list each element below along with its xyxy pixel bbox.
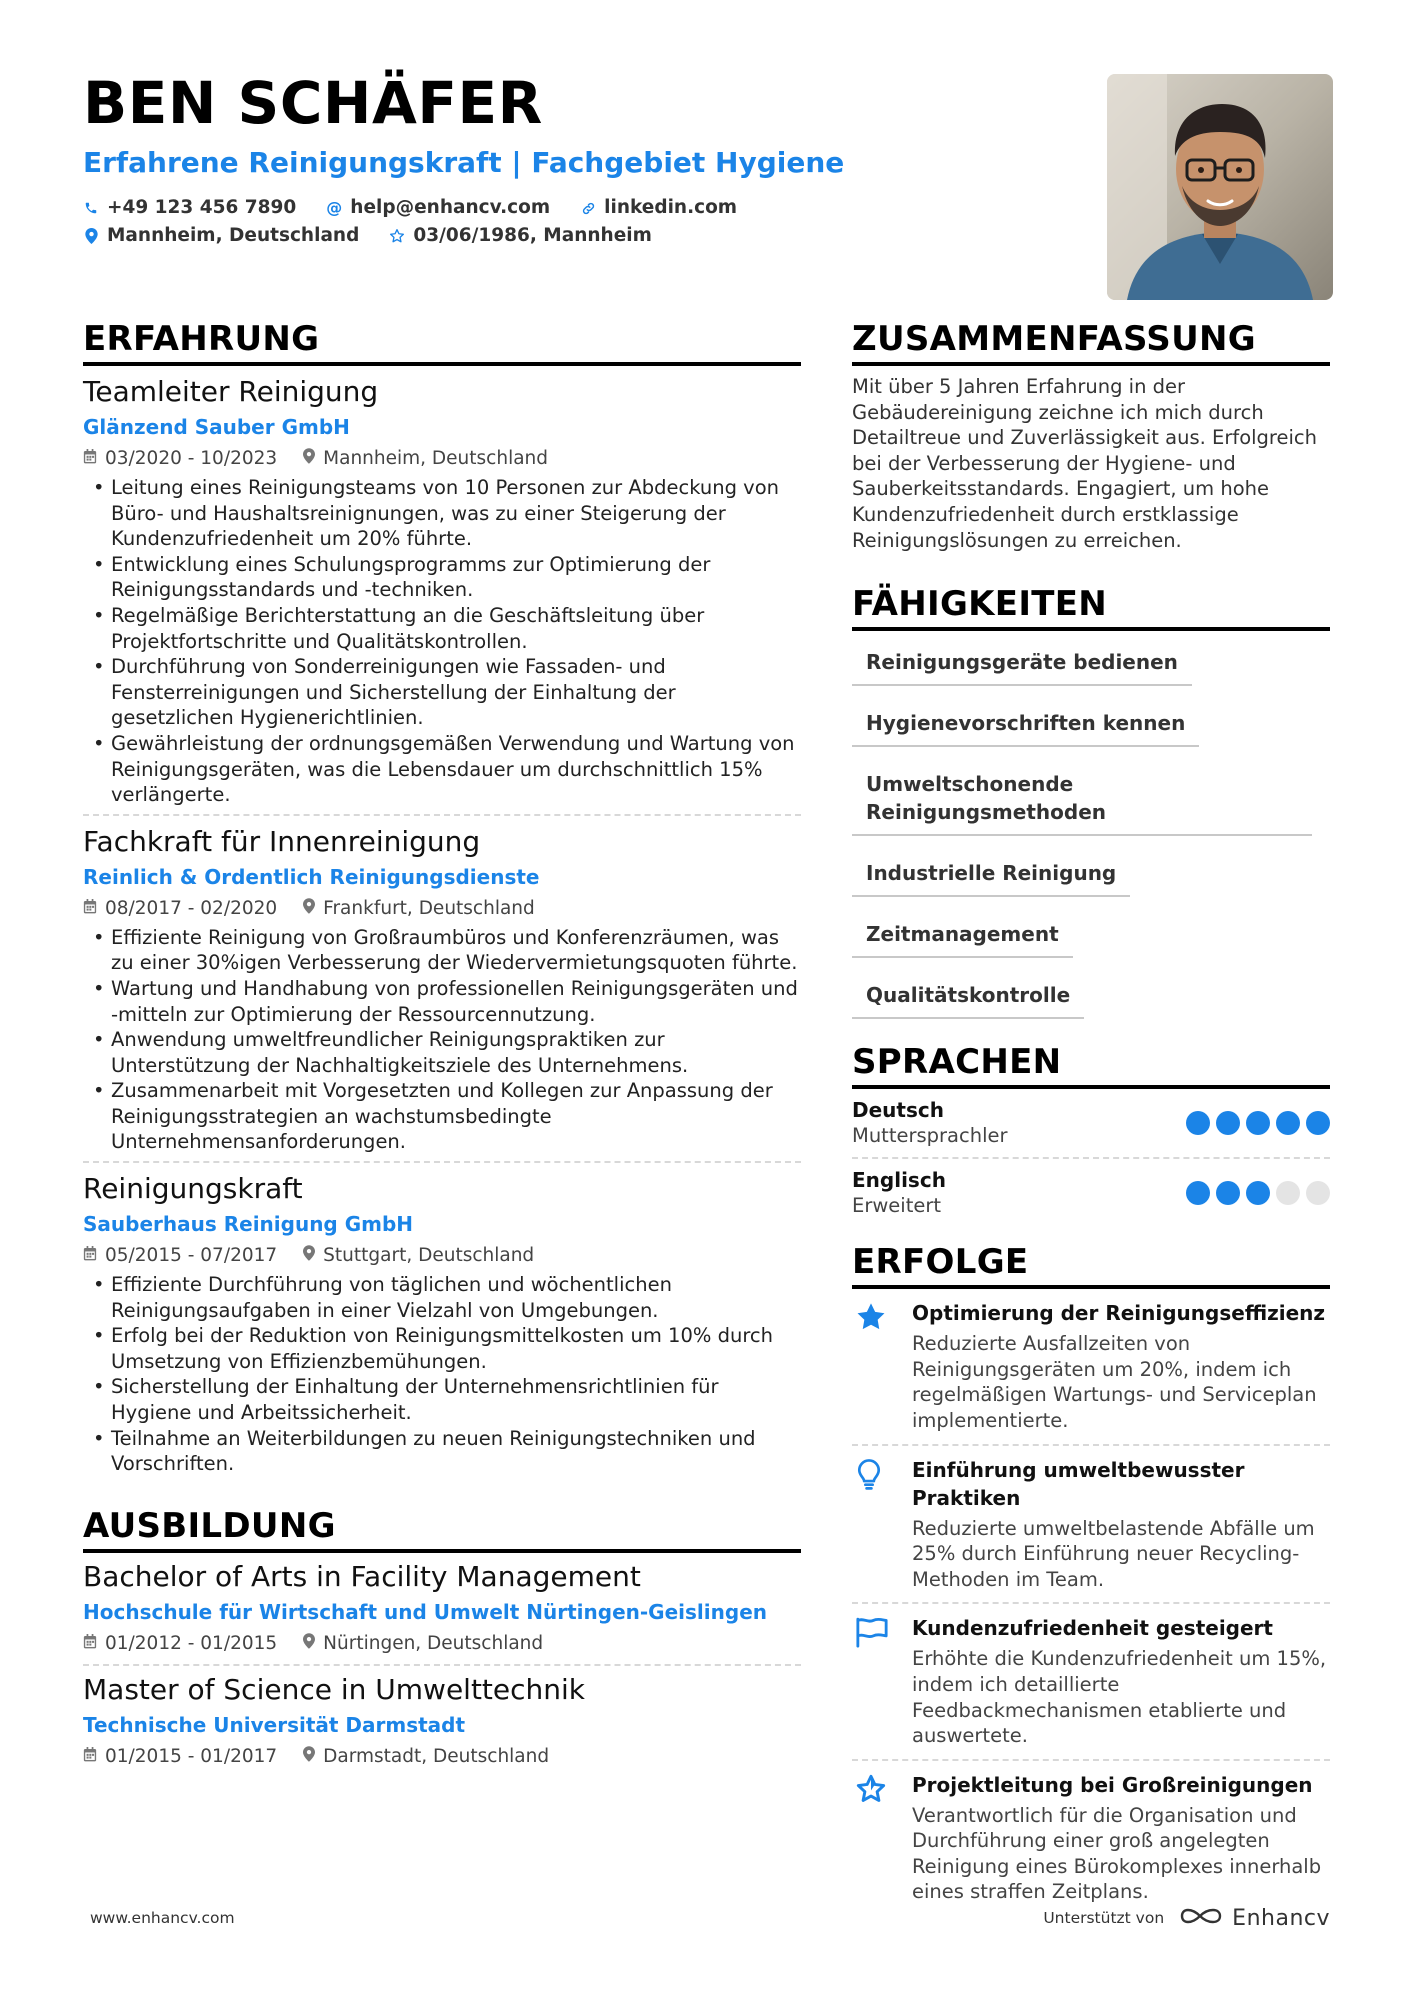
skill-tag: Industrielle Reinigung (852, 856, 1130, 897)
rating-dot (1276, 1111, 1300, 1135)
date-range (83, 445, 277, 473)
date-text: 01/2012 - 01/2015 (105, 1632, 278, 1654)
date-range (83, 1630, 277, 1658)
job-title: Teamleiter Reinigung (83, 375, 379, 408)
powered-by-text: Unterstützt von (1043, 1909, 1165, 1927)
achievement-text: Erhöhte die Kundenzufriedenheit um 15%, indem ich detaillierte Feedbackmechanismen etablierte und auswertete. (912, 1647, 1327, 1748)
experience-bullet: • Erfolg bei der Reduktion von Reinigungsmittelkosten um 10% durch Umsetzung von Effizienzbemühungen. (83, 1323, 801, 1374)
map-pin-icon (83, 228, 99, 244)
experience-bullet: • Wartung und Handhabung von professionellen Reinigungsgeräten und -mitteln zur Optimierung der Ressourcennutzung. (83, 976, 801, 1027)
candidate-headline: Erfahrene Reinigungskraft | Fachgebiet Hygiene (83, 146, 845, 179)
phone-icon (83, 201, 99, 215)
meta-row (83, 1242, 801, 1270)
entry-location (303, 1743, 549, 1771)
date-text: 01/2015 - 01/2017 (105, 1745, 278, 1767)
entry-location (303, 1630, 543, 1658)
achievement-title: Optimierung der Reinigungseffizienz (912, 1301, 1326, 1326)
rating-dot (1216, 1111, 1240, 1135)
experience-bullet: • Zusammenarbeit mit Vorgesetzten und Kollegen zur Anpassung der Reinigungsstrategien an wachstumsbedingte Unternehmensanforderungen. (83, 1078, 801, 1155)
experience-entry (83, 366, 801, 816)
education-entry (83, 1666, 801, 1777)
date-text: 03/2020 - 10/2023 (105, 448, 278, 469)
experience-bullet: • Sicherstellung der Einhaltung der Unternehmensrichtlinien für Hygiene und Arbeitssicherheit. (83, 1374, 801, 1425)
experience-bullets (83, 925, 801, 1155)
experience-bullet: • Teilnahme an Weiterbildungen zu neuen Reinigungstechniken und Vorschriften. (83, 1426, 801, 1477)
map-pin-icon (303, 445, 315, 473)
calendar-icon (83, 895, 97, 923)
languages-title: SPRACHEN (852, 1041, 1330, 1089)
company-name: Glänzend Sauber GmbH (83, 415, 350, 439)
star-icon (852, 1299, 912, 1433)
date-text: 05/2015 - 07/2017 (105, 1245, 278, 1267)
contact-info (83, 194, 1043, 250)
experience-title: ERFAHRUNG (83, 318, 801, 366)
skills-list (852, 645, 1330, 1039)
achievement-title: Kundenzufriedenheit gesteigert (912, 1616, 1273, 1641)
lightbulb-icon (852, 1456, 912, 1593)
calendar-icon (83, 1242, 97, 1270)
rating-dot (1246, 1111, 1270, 1135)
experience-bullets (83, 1272, 801, 1477)
rating-dot (1186, 1181, 1210, 1205)
language-entry (852, 1159, 1330, 1227)
achievement-text: Reduzierte Ausfallzeiten von Reinigungsgeräten um 20%, indem ich regelmäßigen Wartungs- und Serviceplan implementierte. (912, 1332, 1317, 1432)
skill-tag: Hygienevorschriften kennen (852, 706, 1199, 747)
meta-row (83, 1630, 801, 1658)
experience-bullet: • Effiziente Durchführung von täglichen und wöchentlichen Reinigungsaufgaben in einer Vielzahl von Umgebungen. (83, 1272, 801, 1323)
summary-title: ZUSAMMENFASSUNG (852, 318, 1330, 366)
education-entry (83, 1553, 801, 1666)
birth-text: 03/06/1986, Mannheim (413, 225, 652, 246)
email-text: help@enhancv.com (350, 197, 551, 218)
map-pin-icon (303, 895, 315, 923)
language-rating (1180, 1181, 1330, 1205)
left-column (83, 318, 801, 1777)
right-column (852, 318, 1330, 1915)
skill-tag: Zeitmanagement (852, 917, 1073, 958)
company-name: Reinlich & Ordentlich Reinigungsdienste (83, 864, 540, 889)
contact-email[interactable] (326, 194, 550, 222)
experience-bullet: • Durchführung von Sonderreinigungen wie Fassaden- und Fensterreinigungen und Sicherstellung der Einhaltung der gesetzlichen Hygienerichtlinien. (83, 654, 801, 731)
school-name: Technische Universität Darmstadt (83, 1712, 466, 1737)
location-text: Mannheim, Deutschland (107, 225, 360, 246)
link-icon (580, 201, 596, 216)
achievement-entry (852, 1604, 1330, 1760)
language-rating (1180, 1111, 1330, 1135)
calendar-icon (83, 445, 97, 473)
entry-location (303, 1242, 534, 1270)
brand-name: Enhancv (1232, 1905, 1330, 1931)
meta-row (83, 1743, 801, 1771)
skill-tag: Qualitätskontrolle (852, 978, 1084, 1019)
achievements-title: ERFOLGE (852, 1241, 1330, 1289)
star-outline-icon (852, 1771, 912, 1905)
location-text: Stuttgart, Deutschland (323, 1245, 535, 1267)
summary-text: Mit über 5 Jahren Erfahrung in der Gebäudereinigung zeichne ich mich durch Detailtreue und Zuverlässigkeit aus. Erfolgreich bei der Verbesserung der Hygiene- und Sauberkeitsstandards. Engagiert, um hohe Kundenzufriedenheit durch erstklassige Reinigungslösungen zu erreichen. (852, 375, 1318, 552)
location-text: Mannheim, Deutschland (323, 448, 549, 469)
rating-dot (1246, 1181, 1270, 1205)
linkedin-text: linkedin.com (604, 197, 738, 218)
experience-bullet: • Entwicklung eines Schulungsprogramms zur Optimierung der Reinigungsstandards und -techniken. (83, 552, 801, 603)
experience-bullet: • Regelmäßige Berichterstattung an die Geschäftsleitung über Projektfortschritte und Qualitätskontrollen. (83, 603, 801, 654)
contact-birth (389, 222, 652, 250)
company-name: Sauberhaus Reinigung GmbH (83, 1212, 414, 1237)
contact-location (83, 222, 359, 250)
achievement-entry (852, 1761, 1330, 1915)
experience-entry (83, 816, 801, 1163)
experience-bullets (83, 475, 801, 808)
degree-title: Master of Science in Umwelttechnik (83, 1672, 586, 1706)
flag-icon (852, 1614, 912, 1748)
resume-header (83, 68, 1083, 250)
achievement-title: Einführung umweltbewusster Praktiken (912, 1457, 1245, 1510)
achievements-list (852, 1289, 1330, 1915)
contact-phone (83, 194, 296, 222)
achievement-text: Verantwortlich für die Organisation und Durchführung einer groß angelegten Reinigung eines Bürokomplexes innerhalb eines straffen Zeitplans. (912, 1803, 1322, 1904)
achievement-entry (852, 1446, 1330, 1605)
location-text: Frankfurt, Deutschland (323, 897, 535, 919)
meta-row (83, 445, 801, 473)
experience-bullet: • Anwendung umweltfreundlicher Reinigungspraktiken zur Unterstützung der Nachhaltigkeitsziele des Unternehmens. (83, 1027, 801, 1078)
map-pin-icon (303, 1743, 315, 1771)
location-text: Nürtingen, Deutschland (323, 1632, 544, 1654)
profile-photo (1107, 74, 1333, 300)
job-title: Fachkraft für Innenreinigung (83, 824, 481, 858)
achievement-title: Projektleitung bei Großreinigungen (912, 1772, 1313, 1797)
experience-bullet: • Effiziente Reinigung von Großraumbüros und Konferenzräumen, was zu einer 30%igen Verbesserung der Wiedervermietungsquoten führte. (83, 925, 801, 976)
phone-text: +49 123 456 7890 (107, 197, 297, 218)
achievement-text: Reduzierte umweltbelastende Abfälle um 25% durch Einführung neuer Recycling-Methoden im Team. (912, 1516, 1315, 1591)
language-entry (852, 1089, 1330, 1159)
enhancv-logo-icon (1178, 1904, 1224, 1932)
education-title: AUSBILDUNG (83, 1505, 801, 1553)
calendar-icon (83, 1630, 97, 1658)
date-range (83, 1743, 277, 1771)
language-level: Erweitert (852, 1194, 942, 1218)
footer-website[interactable]: www.enhancv.com (90, 1909, 235, 1927)
rating-dot (1186, 1111, 1210, 1135)
job-title: Reinigungskraft (83, 1172, 303, 1206)
experience-bullet: • Gewährleistung der ordnungsgemäßen Verwendung und Wartung von Reinigungsgeräten, was die Lebensdauer um durchschnittlich 15% verlängerte. (83, 731, 801, 808)
language-name: Englisch (852, 1168, 946, 1193)
rating-dot (1306, 1111, 1330, 1135)
page-footer (90, 1904, 1330, 1932)
footer-brand (1043, 1904, 1330, 1932)
rating-dot (1276, 1181, 1300, 1205)
experience-list (83, 366, 801, 1483)
date-range (83, 1242, 277, 1270)
contact-linkedin[interactable] (580, 194, 737, 222)
skill-tag: Reinigungsgeräte bedienen (852, 645, 1192, 686)
education-list (83, 1553, 801, 1777)
degree-title: Bachelor of Arts in Facility Management (83, 1559, 641, 1593)
map-pin-icon (303, 1630, 315, 1658)
map-pin-icon (303, 1242, 315, 1270)
entry-location (303, 895, 535, 923)
calendar-icon (83, 1743, 97, 1771)
location-text: Darmstadt, Deutschland (323, 1745, 550, 1767)
candidate-name: BEN SCHÄFER (83, 69, 543, 137)
skills-title: FÄHIGKEITEN (852, 583, 1330, 631)
star-outline-icon (389, 228, 405, 244)
languages-list (852, 1089, 1330, 1227)
rating-dot (1216, 1181, 1240, 1205)
date-text: 08/2017 - 02/2020 (105, 897, 278, 919)
skill-tag: Umweltschonende Reinigungsmethoden (852, 767, 1312, 836)
experience-entry (83, 1163, 801, 1483)
language-name: Deutsch (852, 1098, 944, 1123)
achievement-entry (852, 1289, 1330, 1445)
experience-bullet: • Leitung eines Reinigungsteams von 10 Personen zur Abdeckung von Büro- und Haushaltsreinignungen, was zu einer Steigerung der Kundenzufriedenheit um 20% führte. (83, 475, 801, 552)
meta-row (83, 895, 801, 923)
at-icon: @ (326, 198, 343, 217)
school-name: Hochschule für Wirtschaft und Umwelt Nürtingen-Geislingen (83, 1599, 767, 1624)
entry-location (303, 445, 548, 473)
date-range (83, 895, 277, 923)
rating-dot (1306, 1181, 1330, 1205)
language-level: Muttersprachler (852, 1124, 1008, 1148)
